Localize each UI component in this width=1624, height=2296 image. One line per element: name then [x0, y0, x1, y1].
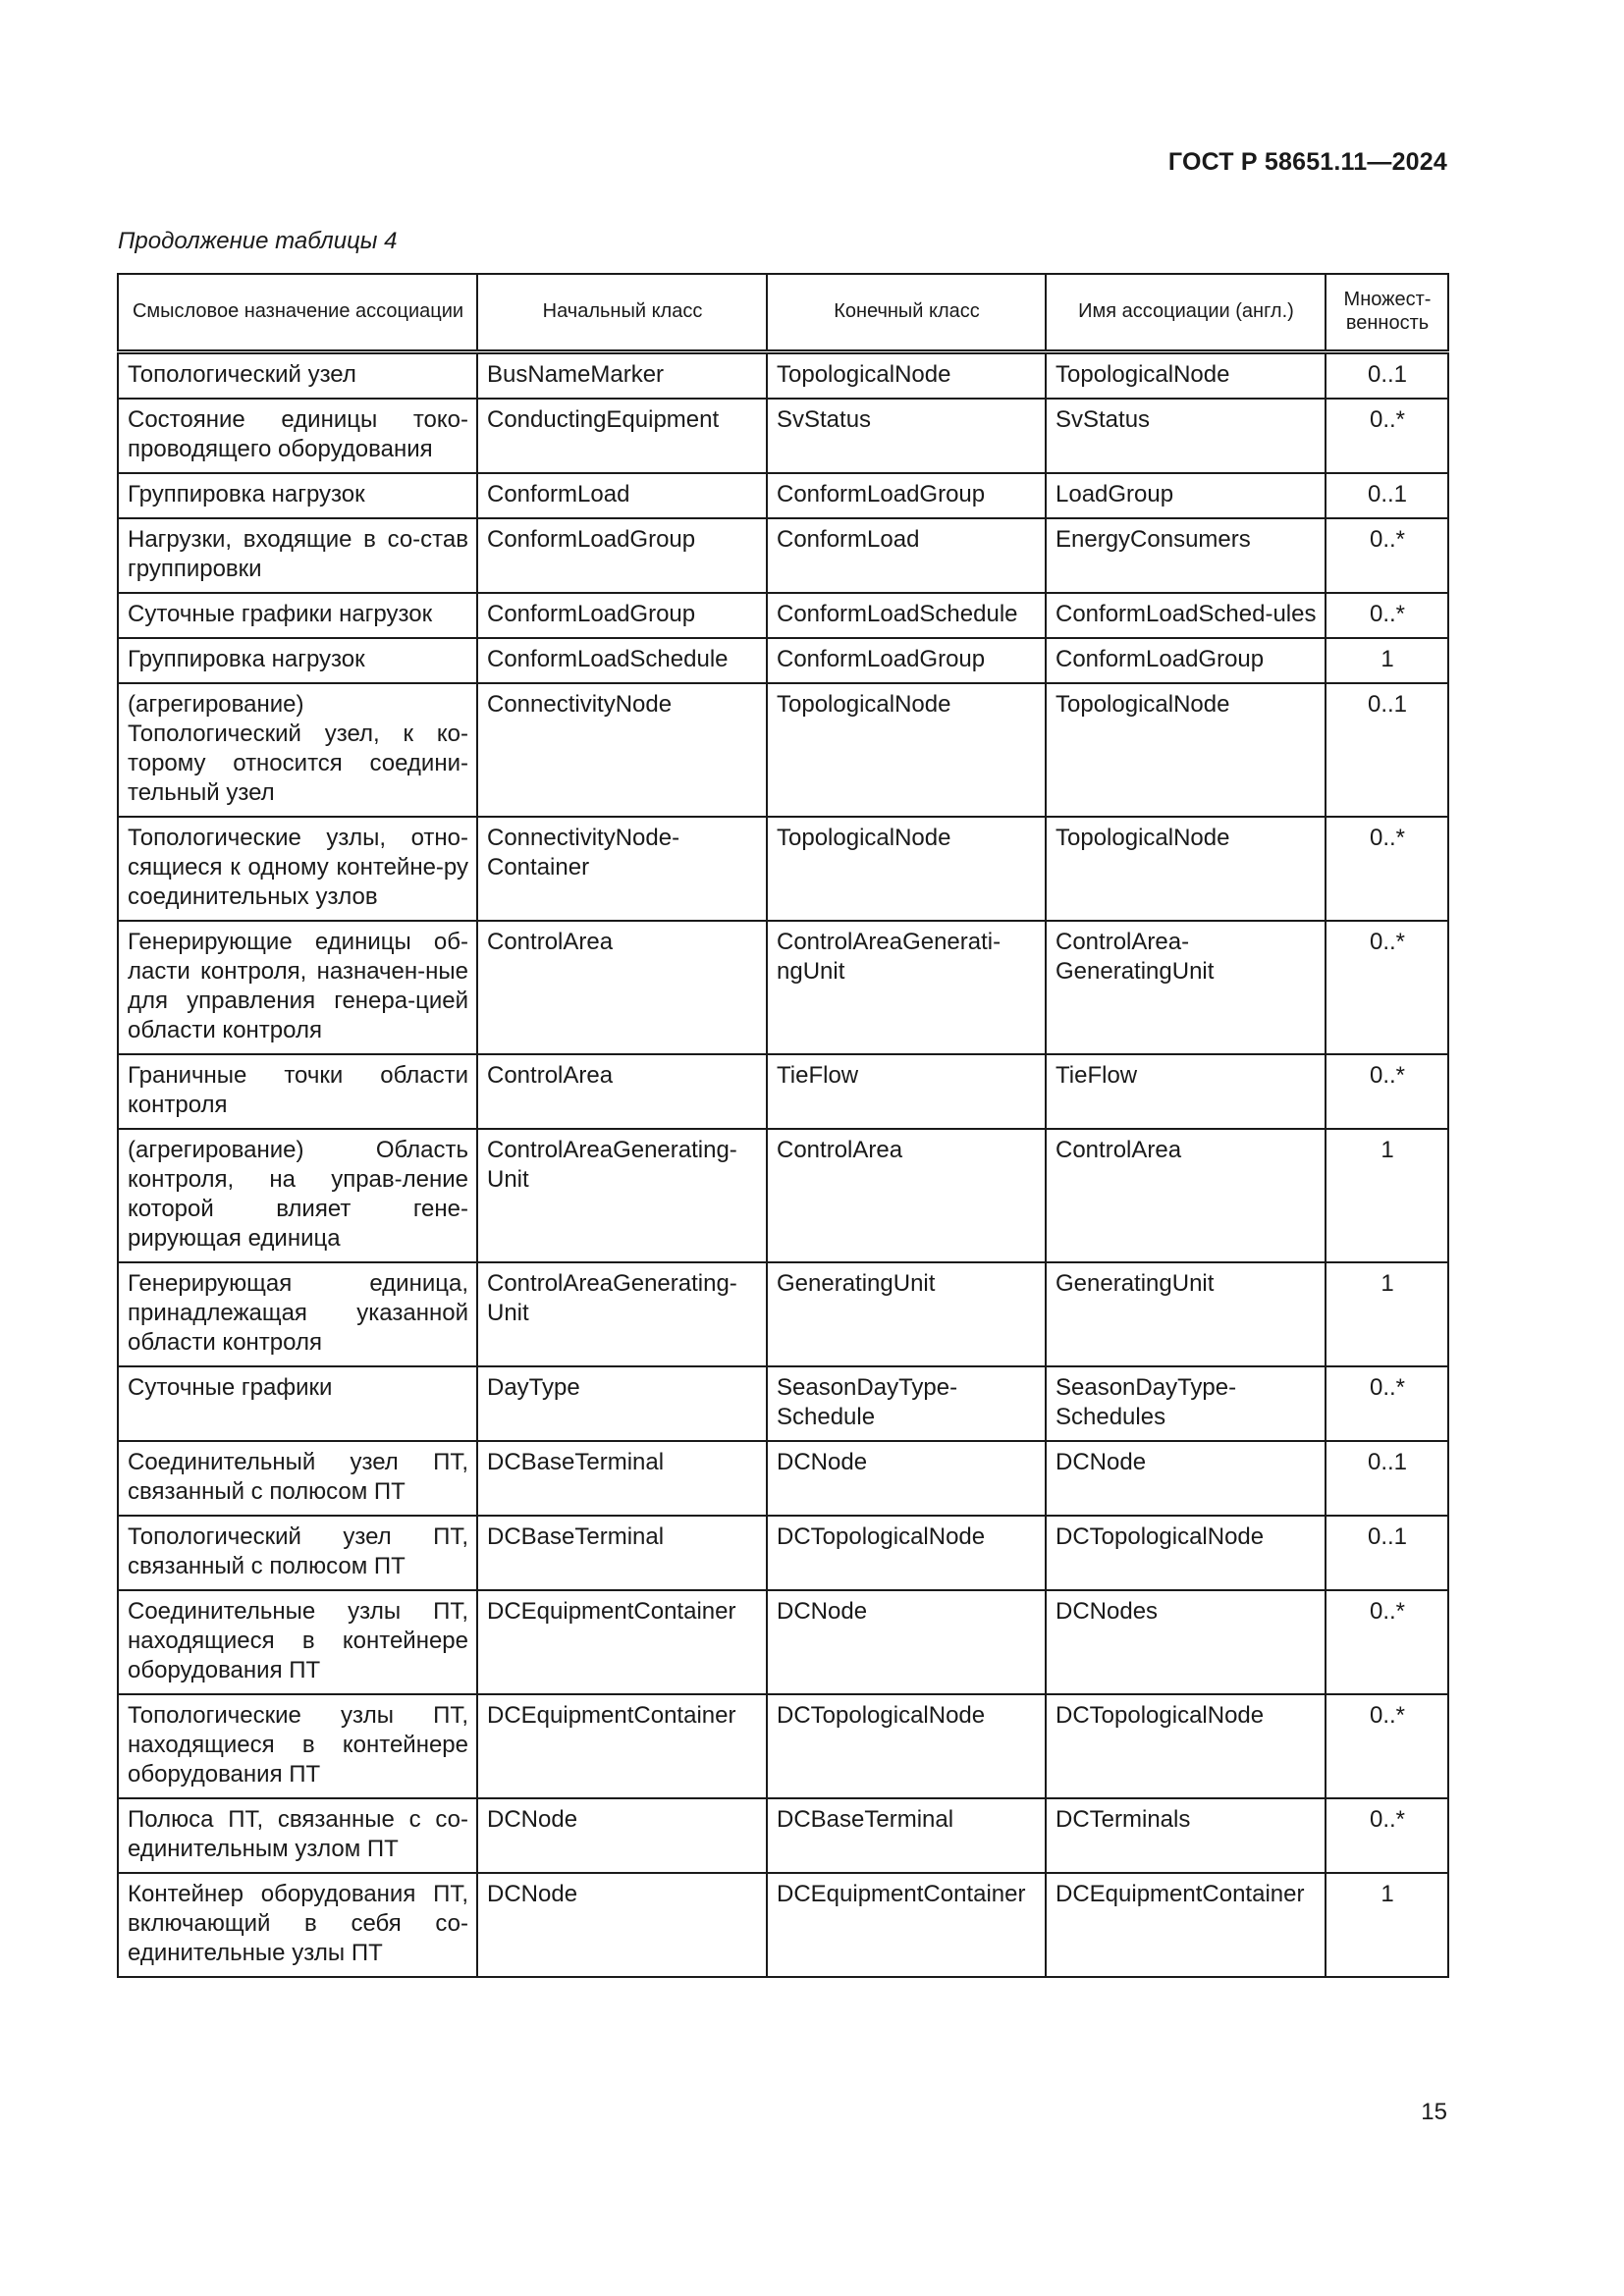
- cell-start-class: ConformLoadGroup: [477, 518, 767, 593]
- cell-end-class: DCBaseTerminal: [767, 1798, 1046, 1873]
- table-row: [118, 1262, 1448, 1366]
- header-start-class: Начальный класс: [477, 274, 767, 352]
- cell-start-class: DayType: [477, 1366, 767, 1441]
- cell-end-class: TopologicalNode: [767, 352, 1046, 400]
- cell-start-class: ConductingEquipment: [477, 399, 767, 473]
- cell-multiplicity: 1: [1326, 638, 1448, 683]
- cell-start-class: ControlArea: [477, 1054, 767, 1129]
- table-row: [118, 1873, 1448, 1977]
- cell-purpose: Полюса ПТ, связанные с со-единительным узлом ПТ: [118, 1798, 477, 1873]
- cell-purpose: Соединительный узел ПТ, связанный с полюсом ПТ: [118, 1441, 477, 1516]
- cell-association-name: GeneratingUnit: [1046, 1262, 1326, 1366]
- cell-multiplicity: 0..*: [1326, 817, 1448, 921]
- cell-multiplicity: 0..1: [1326, 352, 1448, 400]
- table-row: [118, 817, 1448, 921]
- header-end-class: Конечный класс: [767, 274, 1046, 352]
- cell-association-name: ConformLoadGroup: [1046, 638, 1326, 683]
- cell-purpose: Суточные графики нагрузок: [118, 593, 477, 638]
- cell-start-class: DCNode: [477, 1873, 767, 1977]
- cell-end-class: TieFlow: [767, 1054, 1046, 1129]
- cell-end-class: DCNode: [767, 1590, 1046, 1694]
- cell-association-name: DCEquipmentContainer: [1046, 1873, 1326, 1977]
- cell-end-class: SvStatus: [767, 399, 1046, 473]
- cell-multiplicity: 0..*: [1326, 1054, 1448, 1129]
- cell-purpose: (агрегирование) Топологический узел, к ко-торому относится соедини-тельный узел: [118, 683, 477, 817]
- cell-association-name: TieFlow: [1046, 1054, 1326, 1129]
- cell-purpose: Группировка нагрузок: [118, 638, 477, 683]
- cell-purpose: Топологические узлы ПТ, находящиеся в контейнере оборудования ПТ: [118, 1694, 477, 1798]
- table-row: [118, 683, 1448, 817]
- cell-purpose: Топологический узел ПТ, связанный с полюсом ПТ: [118, 1516, 477, 1590]
- cell-purpose: Генерирующие единицы об-ласти контроля, назначен-ные для управления генера-цией области контроля: [118, 921, 477, 1054]
- table-row: [118, 1366, 1448, 1441]
- cell-purpose: (агрегирование) Область контроля, на управ-ление которой влияет гене-рирующая единица: [118, 1129, 477, 1262]
- cell-multiplicity: 0..1: [1326, 473, 1448, 518]
- cell-end-class: ControlAreaGenerati-ngUnit: [767, 921, 1046, 1054]
- table-caption: Продолжение таблицы 4: [118, 228, 398, 254]
- cell-purpose: Топологические узлы, отно-сящиеся к одному контейне-ру соединительных узлов: [118, 817, 477, 921]
- cell-multiplicity: 0..1: [1326, 1441, 1448, 1516]
- cell-start-class: DCNode: [477, 1798, 767, 1873]
- table-row: [118, 1694, 1448, 1798]
- cell-end-class: ConformLoadSchedule: [767, 593, 1046, 638]
- cell-end-class: TopologicalNode: [767, 683, 1046, 817]
- cell-end-class: GeneratingUnit: [767, 1262, 1046, 1366]
- cell-association-name: TopologicalNode: [1046, 352, 1326, 400]
- cell-end-class: DCNode: [767, 1441, 1046, 1516]
- header-purpose: Смысловое назначение ассоциации: [118, 274, 477, 352]
- cell-end-class: TopologicalNode: [767, 817, 1046, 921]
- cell-start-class: DCBaseTerminal: [477, 1516, 767, 1590]
- cell-multiplicity: 0..*: [1326, 1590, 1448, 1694]
- cell-start-class: ConformLoadSchedule: [477, 638, 767, 683]
- cell-multiplicity: 0..1: [1326, 1516, 1448, 1590]
- cell-multiplicity: 0..*: [1326, 921, 1448, 1054]
- cell-multiplicity: 0..*: [1326, 399, 1448, 473]
- table-row: [118, 1516, 1448, 1590]
- header-multiplicity: Множест-венность: [1326, 274, 1448, 352]
- cell-association-name: TopologicalNode: [1046, 817, 1326, 921]
- cell-association-name: LoadGroup: [1046, 473, 1326, 518]
- standard-designation: ГОСТ Р 58651.11—2024: [1167, 148, 1447, 176]
- cell-association-name: ConformLoadSched-ules: [1046, 593, 1326, 638]
- cell-end-class: DCEquipmentContainer: [767, 1873, 1046, 1977]
- cell-multiplicity: 0..*: [1326, 1694, 1448, 1798]
- cell-start-class: ConformLoadGroup: [477, 593, 767, 638]
- cell-purpose: Группировка нагрузок: [118, 473, 477, 518]
- cell-multiplicity: 1: [1326, 1129, 1448, 1262]
- cell-association-name: EnergyConsumers: [1046, 518, 1326, 593]
- table-row: [118, 593, 1448, 638]
- page-number: 15: [1421, 2099, 1447, 2125]
- table-row: [118, 473, 1448, 518]
- cell-association-name: DCNodes: [1046, 1590, 1326, 1694]
- cell-multiplicity: 0..1: [1326, 683, 1448, 817]
- cell-association-name: ControlArea-GeneratingUnit: [1046, 921, 1326, 1054]
- cell-association-name: SeasonDayType-Schedules: [1046, 1366, 1326, 1441]
- cell-purpose: Соединительные узлы ПТ, находящиеся в контейнере оборудования ПТ: [118, 1590, 477, 1694]
- cell-end-class: ConformLoadGroup: [767, 473, 1046, 518]
- table-row: [118, 399, 1448, 473]
- table-row: [118, 1054, 1448, 1129]
- cell-multiplicity: 0..*: [1326, 1366, 1448, 1441]
- associations-table: [117, 273, 1449, 1978]
- cell-start-class: DCEquipmentContainer: [477, 1694, 767, 1798]
- cell-association-name: TopologicalNode: [1046, 683, 1326, 817]
- cell-end-class: DCTopologicalNode: [767, 1516, 1046, 1590]
- cell-association-name: DCTopologicalNode: [1046, 1516, 1326, 1590]
- cell-purpose: Суточные графики: [118, 1366, 477, 1441]
- cell-purpose: Топологический узел: [118, 352, 477, 400]
- cell-start-class: ConnectivityNode: [477, 683, 767, 817]
- table-header-row: [118, 274, 1448, 352]
- cell-purpose: Контейнер оборудования ПТ, включающий в себя со-единительные узлы ПТ: [118, 1873, 477, 1977]
- cell-multiplicity: 1: [1326, 1262, 1448, 1366]
- cell-start-class: ConnectivityNode-Container: [477, 817, 767, 921]
- cell-end-class: SeasonDayType-Schedule: [767, 1366, 1046, 1441]
- cell-start-class: ConformLoad: [477, 473, 767, 518]
- cell-multiplicity: 0..*: [1326, 1798, 1448, 1873]
- table-row: [118, 638, 1448, 683]
- table-row: [118, 1590, 1448, 1694]
- table-row: [118, 1798, 1448, 1873]
- table-row: [118, 921, 1448, 1054]
- table-row: [118, 518, 1448, 593]
- table-row: [118, 1441, 1448, 1516]
- cell-purpose: Нагрузки, входящие в со-став группировки: [118, 518, 477, 593]
- table-row: [118, 1129, 1448, 1262]
- cell-purpose: Состояние единицы токо-проводящего оборудования: [118, 399, 477, 473]
- cell-association-name: DCTerminals: [1046, 1798, 1326, 1873]
- cell-start-class: ControlAreaGenerating-Unit: [477, 1262, 767, 1366]
- cell-purpose: Граничные точки области контроля: [118, 1054, 477, 1129]
- cell-multiplicity: 1: [1326, 1873, 1448, 1977]
- cell-association-name: SvStatus: [1046, 399, 1326, 473]
- cell-end-class: ControlArea: [767, 1129, 1046, 1262]
- cell-association-name: DCNode: [1046, 1441, 1326, 1516]
- cell-multiplicity: 0..*: [1326, 593, 1448, 638]
- cell-start-class: DCEquipmentContainer: [477, 1590, 767, 1694]
- cell-multiplicity: 0..*: [1326, 518, 1448, 593]
- cell-purpose: Генерирующая единица, принадлежащая указанной области контроля: [118, 1262, 477, 1366]
- cell-start-class: ControlArea: [477, 921, 767, 1054]
- cell-association-name: ControlArea: [1046, 1129, 1326, 1262]
- cell-start-class: ControlAreaGenerating-Unit: [477, 1129, 767, 1262]
- header-association-name: Имя ассоциации (англ.): [1046, 274, 1326, 352]
- cell-end-class: DCTopologicalNode: [767, 1694, 1046, 1798]
- cell-association-name: DCTopologicalNode: [1046, 1694, 1326, 1798]
- cell-end-class: ConformLoadGroup: [767, 638, 1046, 683]
- cell-start-class: DCBaseTerminal: [477, 1441, 767, 1516]
- table-row: [118, 352, 1448, 400]
- cell-end-class: ConformLoad: [767, 518, 1046, 593]
- cell-start-class: BusNameMarker: [477, 352, 767, 400]
